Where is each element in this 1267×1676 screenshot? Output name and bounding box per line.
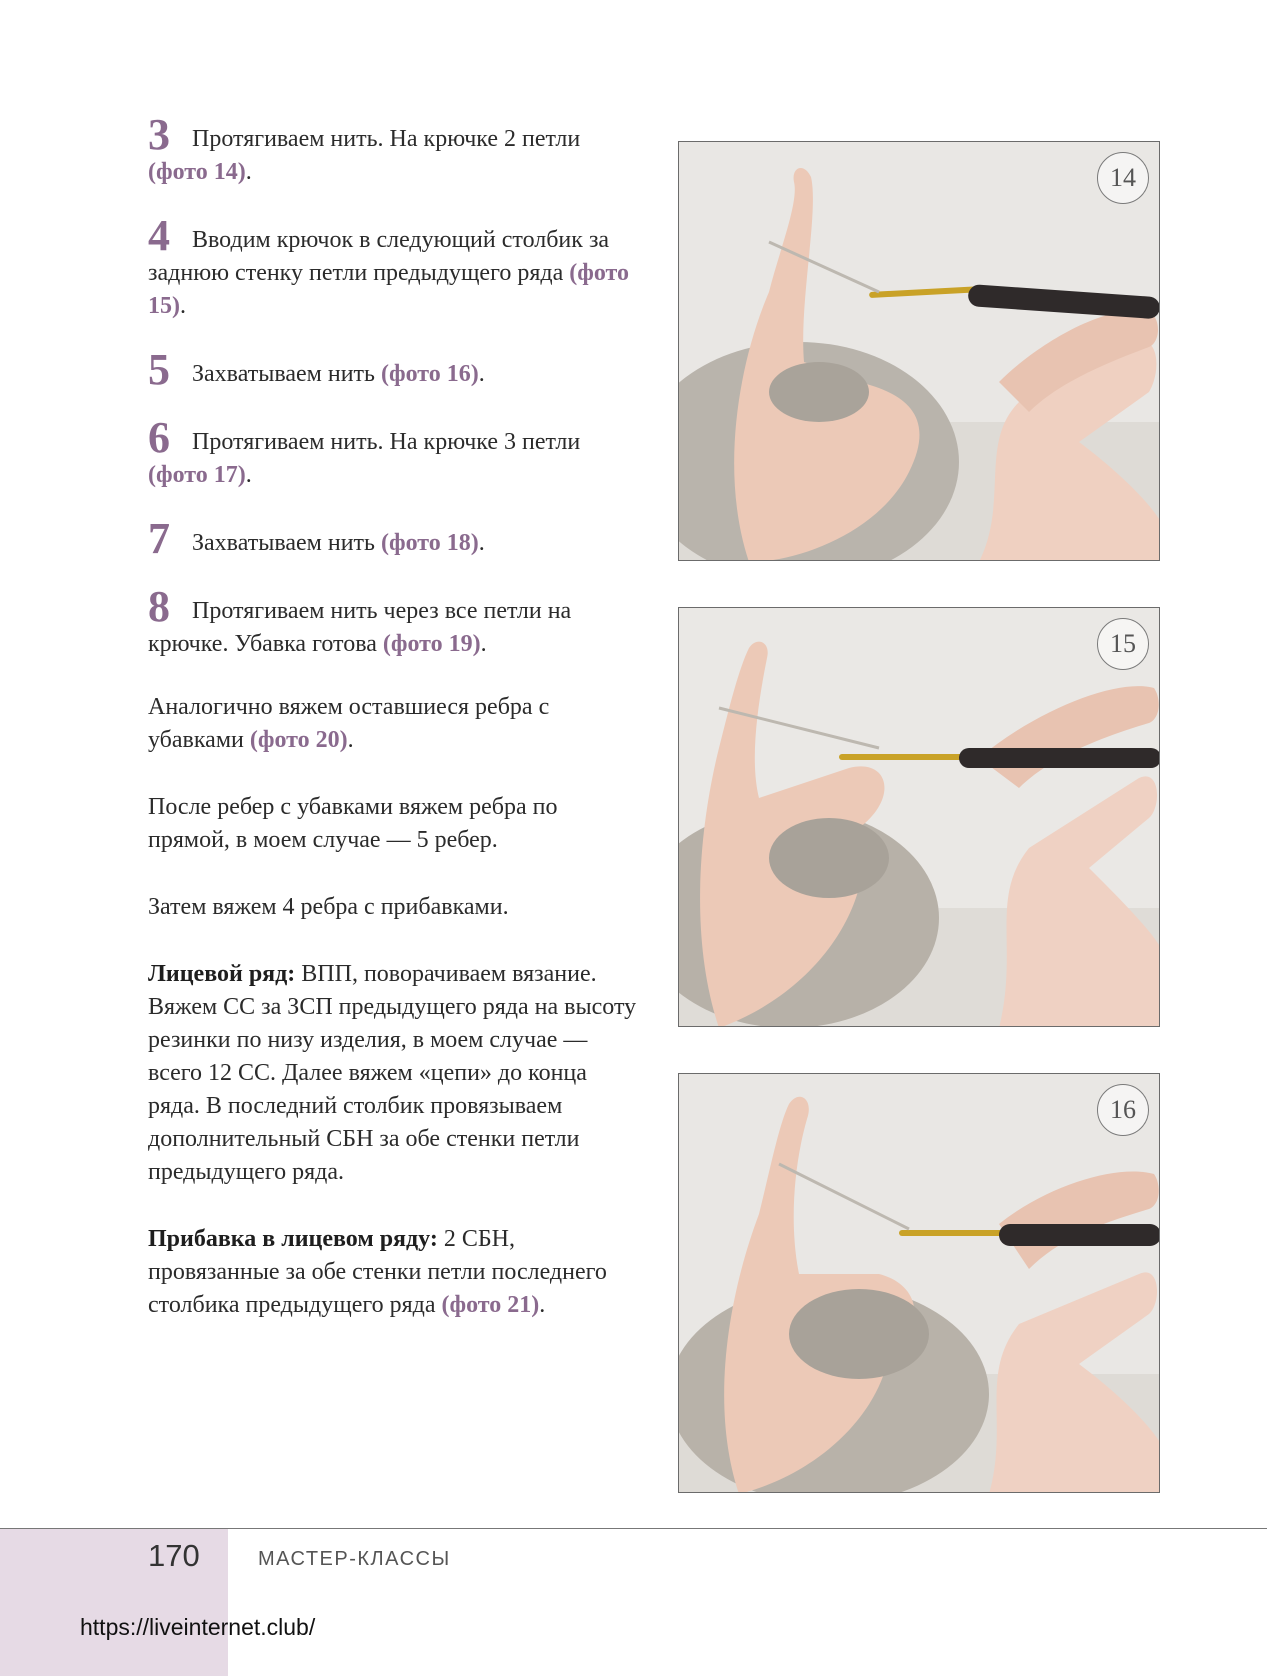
photo-ref: (фото 19) (382, 631, 481, 657)
footer-divider (0, 1528, 1267, 1529)
crochet-hands-illustration (679, 1074, 1160, 1493)
crochet-hands-illustration (679, 608, 1160, 1027)
photo-ref: (фото 20) (249, 727, 348, 753)
photo-ref: (фото 14) (148, 159, 246, 185)
photo-15 (678, 607, 1160, 1027)
step-3: 3 Протягиваем нить. На крючке 2 петли (фото 14). (148, 110, 581, 185)
photo-ref: (фото 18) (380, 530, 479, 556)
photo-ref: (фото 21) (441, 1292, 540, 1318)
photo-number-badge: 16 (1097, 1084, 1149, 1136)
paragraph-increase-right-row: Прибавка в лицевом ряду: 2 СБН, провязанные за обе стенки петли последнего столбика предыдущего ряда (фото 21). (148, 1226, 607, 1318)
photo-ref: (фото 17) (148, 462, 246, 488)
step-number: 5 (148, 345, 170, 394)
photo-number-badge: 14 (1097, 152, 1149, 204)
step-number: 8 (148, 582, 170, 631)
step-8: 8 Протягиваем нить через все петли на крючке. Убавка готова (фото 19). (148, 582, 572, 657)
photo-14 (678, 141, 1160, 561)
step-number: 6 (148, 413, 170, 462)
step-number: 7 (148, 514, 170, 563)
paragraph-right-side-row: Лицевой ряд: ВПП, поворачиваем вязание. Вяжем СС за ЗСП предыдущего ряда на высоту резинки по низу изделия, в моем случае — всего 12 СС. Далее вяжем «цепи» до конца ряда. В последний столбик провязываем дополнительный СБН за обе стенки петли предыдущего ряда. (148, 961, 637, 1185)
step-4: 4 Вводим крючок в следующий столбик за заднюю стенку петли предыдущего ряда (фото 15). (148, 211, 629, 319)
section-title: МАСТЕР-КЛАССЫ (258, 1548, 451, 1570)
watermark-url[interactable]: https://liveinternet.club/ (80, 1614, 316, 1640)
bold-term: Прибавка в лицевом ряду: (148, 1226, 438, 1252)
step-5: 5 Захватываем нить (фото 16). (148, 345, 485, 394)
instructions-column (148, 110, 638, 1356)
page-number: 170 (148, 1538, 200, 1573)
step-7: 7 Захватываем нить (фото 18). (148, 514, 485, 563)
paragraph-increases: Затем вяжем 4 ребра с прибавками. (148, 894, 509, 920)
photo-16 (678, 1073, 1160, 1493)
step-6: 6 Протягиваем нить. На крючке 3 петли (фото 17). (148, 413, 581, 488)
photo-number-badge: 15 (1097, 618, 1149, 670)
photo-ref: (фото 16) (380, 361, 479, 387)
paragraph-decreases: Аналогично вяжем оставшиеся ребра с убавками (фото 20). (148, 694, 550, 753)
step-number: 4 (148, 211, 170, 260)
step-number: 3 (148, 110, 170, 159)
crochet-hands-illustration (679, 142, 1160, 561)
bold-term: Лицевой ряд: (148, 961, 296, 987)
paragraph-straight-ribs: После ребер с убавками вяжем ребра по прямой, в моем случае — 5 ребер. (148, 794, 558, 853)
photo-ref: (фото 15) (148, 260, 629, 319)
